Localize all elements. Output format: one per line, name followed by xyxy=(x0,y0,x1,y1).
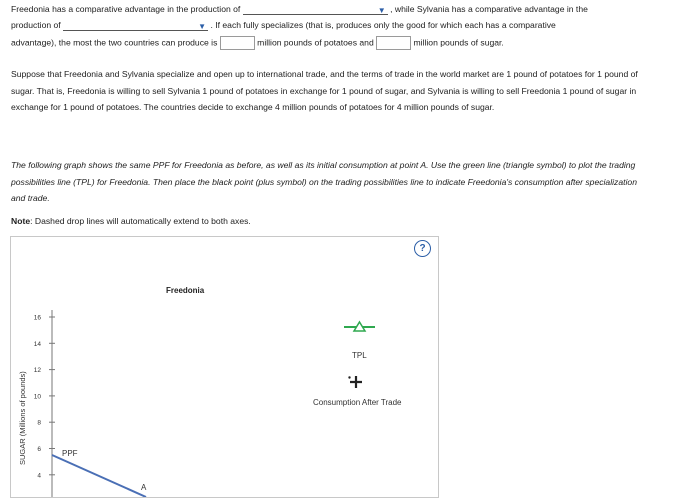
question-text: advantage), the most the two countries can produce is xyxy=(11,37,218,48)
good-select-freedonia[interactable] xyxy=(243,4,388,15)
question-line-3 xyxy=(11,36,504,50)
graph-svg xyxy=(11,237,438,497)
ppf-label: PPF xyxy=(62,449,78,458)
y-tick-label: 10 xyxy=(33,393,41,401)
note-text: : Dashed drop lines will automatically extend to both axes. xyxy=(30,216,251,226)
graph-panel xyxy=(10,236,439,498)
note-line xyxy=(11,215,251,227)
question-text: , while Sylvania has a comparative advantage in the xyxy=(390,4,588,14)
y-tick-label: 4 xyxy=(37,472,41,480)
instructions-paragraph: The following graph shows the same PPF for Freedonia as before, as well as its initial consumption at point A. Use the green line (triangle symbol) to plot the trading possibilities line (TPL) for Freedonia. Then place the black point (plus symbol) on the trading possibilities line to indicate Freedonia's consumption after specialization and trade. xyxy=(11,160,637,203)
consumption-tool[interactable] xyxy=(348,376,362,388)
chevron-down-icon: ▼ xyxy=(198,22,207,32)
tpl-legend-label: TPL xyxy=(352,351,367,360)
question-text: million pounds of potatoes and xyxy=(257,37,374,48)
help-icon: ? xyxy=(419,243,426,254)
graph-title: Freedonia xyxy=(166,286,205,295)
plus-icon[interactable] xyxy=(350,376,362,388)
potatoes-input[interactable] xyxy=(220,36,255,50)
y-tick-label: 14 xyxy=(33,340,41,348)
y-tick-label: 16 xyxy=(33,314,41,322)
question-text: production of xyxy=(11,20,61,30)
ppf-line xyxy=(52,455,146,497)
sugar-input[interactable] xyxy=(376,36,411,50)
y-tick-label: 6 xyxy=(37,446,41,453)
trade-paragraph: Suppose that Freedonia and Sylvania specialize and open up to international trade, and the terms of trade in the world market are 1 pound of potatoes for 1 pound of sugar. That is, Freedonia is willing to sell Sylvania 1 pound of potatoes in exchange for 1 pound of sugar, and Sylvania is willing to sell Freedonia 1 pound of sugar in exchange for 1 pound of potatoes. The countries decide to exchange 4 million pounds of potatoes for 4 million pounds of sugar. xyxy=(11,69,638,112)
question-line-1 xyxy=(11,3,588,15)
consumption-legend-label: Consumption After Trade xyxy=(313,398,402,407)
help-button[interactable] xyxy=(414,240,431,257)
question-line-2 xyxy=(11,19,556,31)
good-select-sylvania[interactable] xyxy=(63,20,208,31)
question-text: Freedonia has a comparative advantage in the production of xyxy=(11,4,241,14)
point-a-label: A xyxy=(141,483,147,492)
tpl-tool[interactable] xyxy=(344,322,375,331)
note-label: Note xyxy=(11,216,31,226)
y-tick-label: 12 xyxy=(33,367,41,375)
y-tick-label: 8 xyxy=(37,419,41,427)
question-text: million pounds of sugar. xyxy=(413,37,504,48)
dot-marker xyxy=(348,376,350,378)
question-text: . If each fully specializes (that is, produces only the good for which each has a comparative xyxy=(210,20,556,30)
chevron-down-icon: ▼ xyxy=(377,6,386,16)
y-axis-label: SUGAR (Millions of pounds) xyxy=(18,371,27,465)
